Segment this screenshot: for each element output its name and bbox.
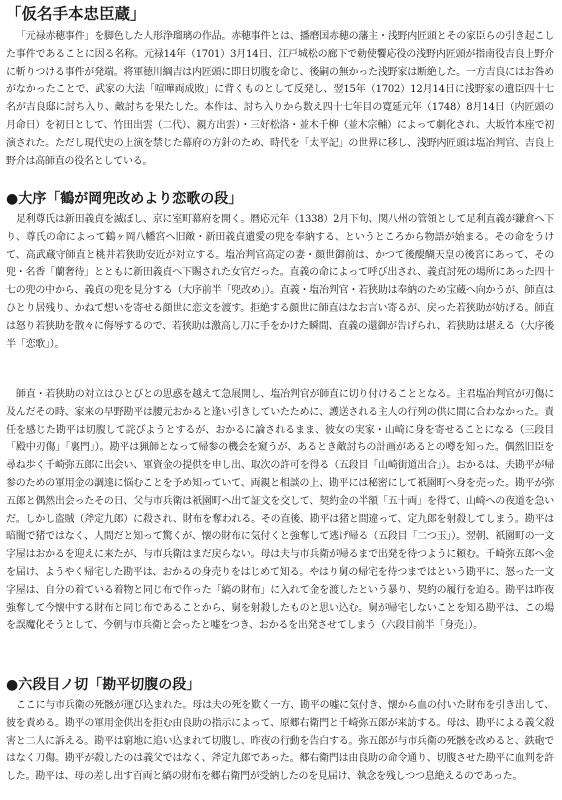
document-title: 「仮名手本忠臣蔵」 xyxy=(6,5,146,23)
section-heading-kanpei-seppuku: ●六段目ノ切「勘平切腹の段」 xyxy=(6,677,201,693)
section-heading-daijo: ●大序「鶴が岡兜改めより恋歌の段」 xyxy=(6,191,243,207)
kanpei-seppuku-paragraph: ここに与市兵衛の死骸が運び込まれた。母は夫の死を歎く一方、勘平の嘘に気付き、懐から血の付いた財布を引き出して、彼を責める。勘平の軍用金供出を拒む由良助の指示によって、原郷右衛門と千崎弥五郎が来訪する。母は、勘平による義父殺害と二人に訴える。勘平は窮地に追い込まれて切腹し、昨夜の行動を告白する。弥五郎が与市兵衛の死骸を改めると、鉄砲ではなく刀傷。勘平が殺したのは義父ではなく、斧定九郎であった。郷右衛門は由良助の命令通り、切腹させた勘平に血判を許した。勘平は、母の差し出す百両と縞の財布を郷右衛門が受納したのを見届け、執念を残しつつ息絶えるのであった。 xyxy=(6,700,554,783)
synopsis-paragraph: 師直・若狭助の対立はひとびとの思惑を越えて急展開し、塩冶判官が師直に切り付けることとなる。主君塩冶判官が刃傷に及んだその時、家来の早野勘平は腰元おかると逢い引きしていたために、護送される主人の行列の供に間に合わなかった。責任を感じた勘平は切腹して詫びようとするが、おかるに論されるまま、彼女の実家・山崎に身を寄せることになる（三段目「殿中刃傷」「裏門」）。勘平は猟師となって帰参の機会を窺うが、あるとき敵討ちの計画があるとの噂を知った。偶然旧臣を尋ね歩く千崎弥五郎に出会い、軍資金の提供を申し出、取次の許可を得る（五段目「山崎街道出合」）。おかるは、夫勘平が帰参のための軍用金の調達に悩むことを予め知っていて、両親と相談の上、勘平には秘密にして祇園町へ身を売った。勘平が弥五郎と偶然出会ったその日、父与市兵衛は祇園町へ出て証文を交して、契約金の半額「五十両」を得て、山崎への夜道を急いだ。しかし盗賊（斧定九郎）に殺され、財布を奪われる。その直後、勘平は猪と間違って、定九郎を射殺してしまう。勘平は暗闇で猪ではなく、人間だと知って驚くが、懐の財布に気付くと強奪して逃げ帰る（五段目「二つ玉」）。翌朝、祇園町の一文字屋はおかるを迎えに来たが、与市兵衛はまだ戻らない。母は夫与市兵衛が帰るまで出発を待つように頼む。千崎弥五郎へ金を届け、ようやく帰宅した勘平は、おかるの身売りをはじめて知る。やはり舅の帰宅を待つまではという勘平に、怒った一文字屋は、自分の着ている着物と同じ布で作った「縞の財布」に入れて金を渡したという暴り、契約の履行を迫る。勘平は昨夜強奪して今懐中する財布と同じ布であることから、舅を射殺したものと思い込む。舅が帰宅しないことを知る勘平は、この場を誤魔化そうとして、今朝与市兵衛と会ったと嘘をつき、おかるを出発させてしまう（六段目前半「身売」）。 xyxy=(6,389,554,632)
daijo-paragraph: 足利尊氏は新田義貞を滅ぼし、京に室町幕府を開く。暦応元年（1338）2月下旬、関八州の管領として足利直義が鎌倉へ下り、尊氏の命によって鶴ヶ岡八幡宮へ旧敵・新田義貞遺愛の兜を奉納する、というところから物語が始まる。その命をうけて、高武蔵守師直と桃井若狭助安近が対立する。塩冶判官高定の妻・顔世御前は、かつて後醍醐天皇の後宮にあって、その兜・名香「蘭奢待」とともに新田義貞へ下賜された女官だった。直義の命によって呼び出され、義貞討死の場所にあった四十七の兜の中から、義貞の兜を見分する（大序前半「兜改め」）。直義・塩冶判官・若狭助は奉納のため宝蔵へ向かうが、師直はひとり居残り、かねて想いを寄せる顔世に恋文を渡す。拒絶する顔世に師直はなお言い寄るが、戻った若狭助が妨げる。師直は怒り若狭助を散々に侮辱するので、若狭助は激高し刀に手をかけた瞬間、直義の還御が告げられ、若狭助は堪える（大序後半「恋歌」）。 xyxy=(6,214,554,350)
intro-paragraph: 「元禄赤穂事件」を脚色した人形浄瑠璃の作品。赤穂事件とは、播磨国赤穂の藩主・浅野内匠頭とその家臣らの引き起こした事件であることに因る名称。元禄14年（1701）3月14日、江戸城松の廊下で勅使饗応役の浅野内匠頭が指南役吉良上野介に斬りつける事件が発端。将軍徳川綱吉は内匠頭に即日切腹を命じ、後嗣の無かった浅野家は断絶した。一方吉良にはお咎めがなかったことで、武家の大法「喧嘩両成敗」に背くものとして反発し、翌15年（1702）12月14日に浅野家の遺臣四十七名が吉良邸に討ち入り、敵討ちを果たした。本作は、討ち入りから数え四十七年目の寛延元年（1748）8月14日（内匠頭の月命日）を初日として、竹田出雲（二代）、親方出雲）・三好松洛・並木千柳（並木宗輔）によって劇化され、大坂竹本座で初演された。ただし現代史の上演を禁じた幕府の方針のため、時代を「太平記」の世界に移し、浅野内匠頭は塩冶判官、吉良上野介は高師直の役名としている。 xyxy=(6,31,554,167)
